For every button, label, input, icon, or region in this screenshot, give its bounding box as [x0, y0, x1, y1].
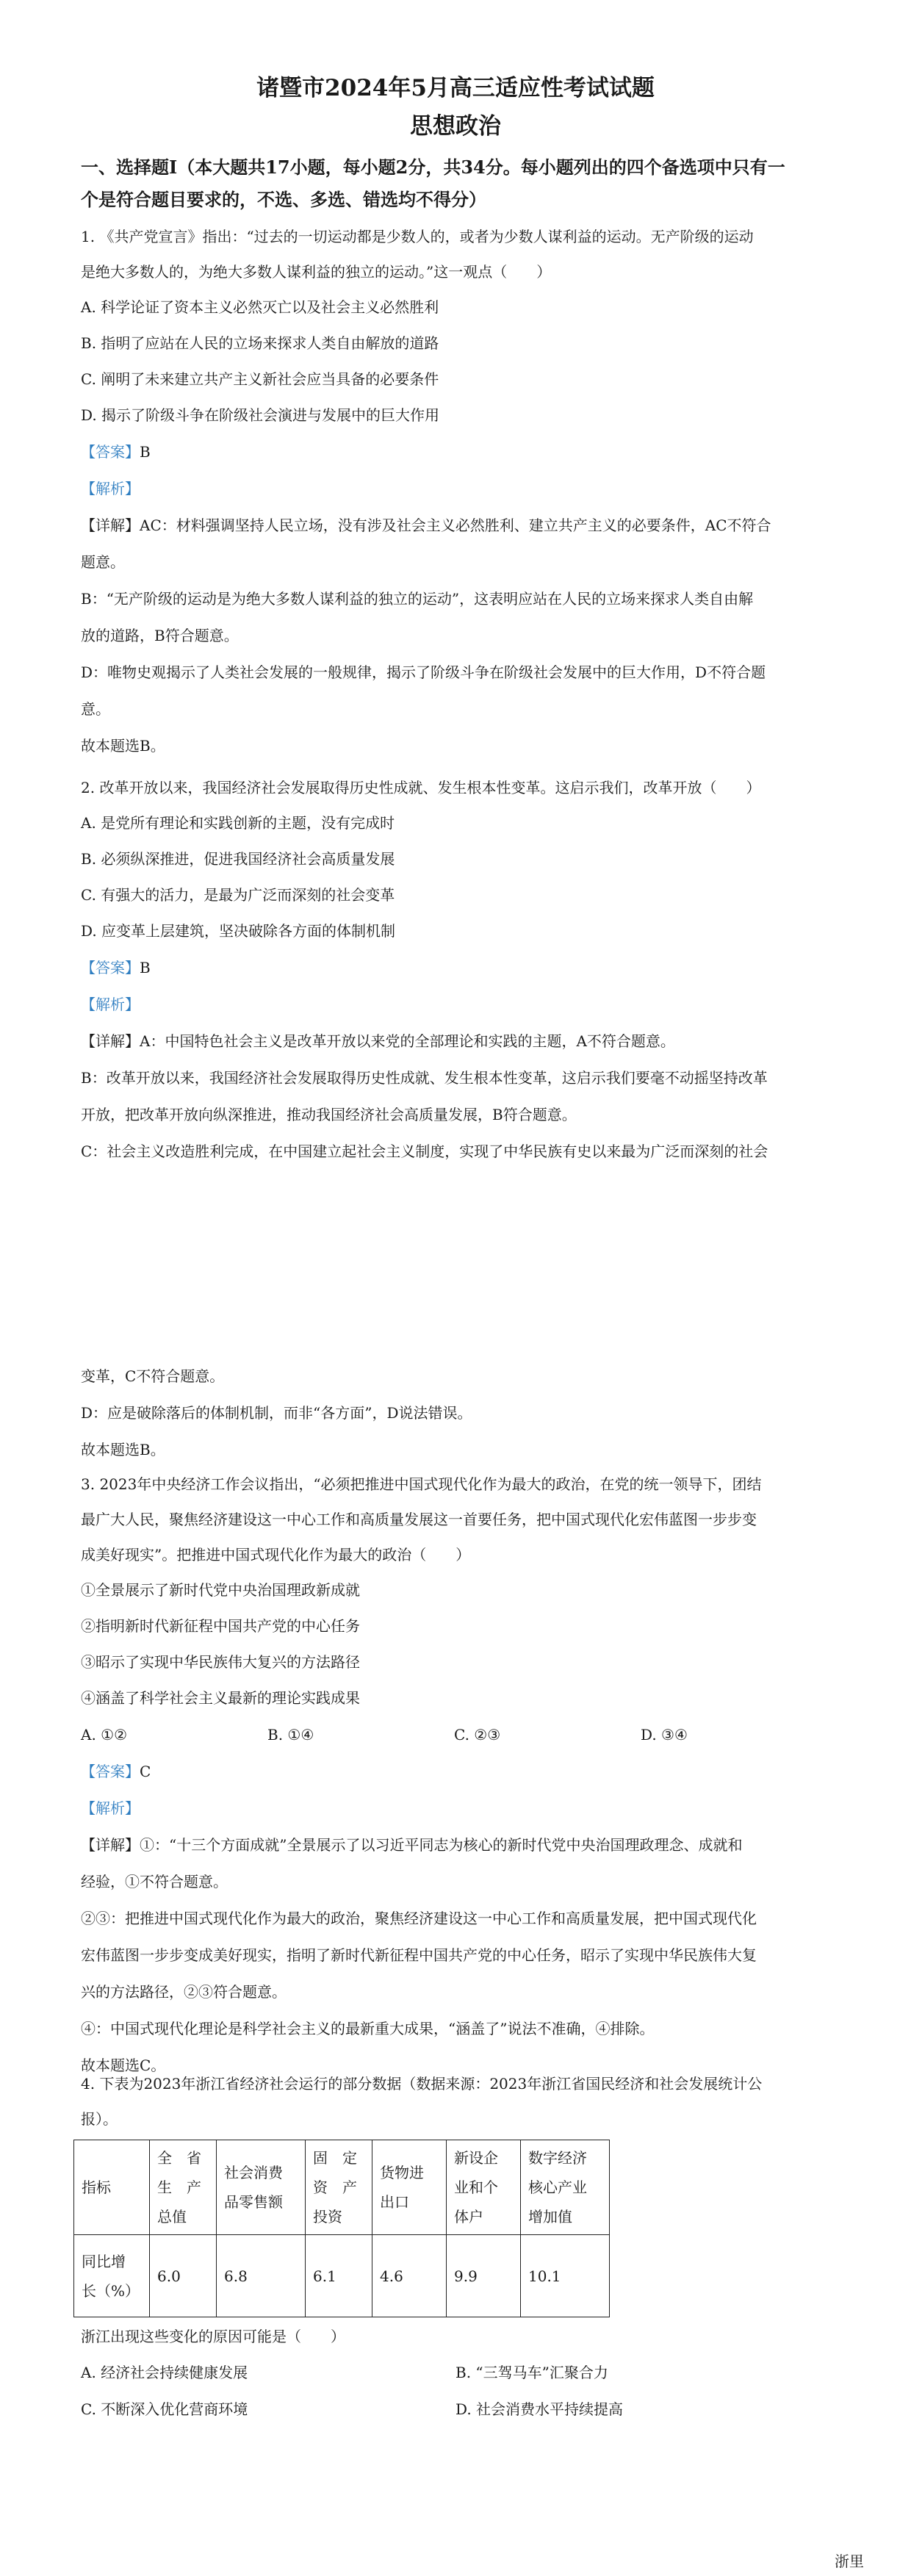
question-3: [81, 1467, 830, 2084]
question-2: [81, 770, 830, 1170]
detail-line: B：改革开放以来，我国经济社会发展取得历史性成就、发生根本性变革，这启示我们要毫不动摇坚持改革: [81, 1069, 768, 1087]
statement-item: ④涵盖了科学社会主义最新的理论实践成果: [81, 1689, 360, 1707]
table-cell: 10.1: [521, 2235, 610, 2317]
exam-header: [81, 73, 830, 141]
section-heading-line: 个是符合题目要求的，不选、多选、错选均不得分）: [81, 189, 486, 210]
option-c: C. 不断深入优化营商环境: [81, 2400, 248, 2418]
answer-tag: 【答案】: [81, 959, 140, 976]
question-stem: 成美好现实”。把推进中国式现代化作为最大的政治（ ）: [81, 1546, 471, 1564]
table-row-label: 同比增 长（%）: [74, 2235, 150, 2317]
table-cell: 6.0: [150, 2235, 217, 2317]
answer-value: B: [140, 959, 151, 976]
table-header-cell: 全 省 生 产 总值: [150, 2140, 217, 2235]
corner-watermark-text: 浙里: [835, 2552, 864, 2570]
table-row: [74, 2235, 610, 2317]
table-header-cell: 货物进 出口: [372, 2140, 447, 2235]
detail-line: 【详解】①：“十三个方面成就”全景展示了以习近平同志为核心的新时代党中央治国理政理念、成就和: [81, 1836, 743, 1854]
answer-tag: 【答案】: [81, 1763, 140, 1780]
option-c: C. 有强大的活力，是最为广泛而深刻的社会变革: [81, 886, 395, 904]
detail-line: 【详解】A：中国特色社会主义是改革开放以来党的全部理论和实践的主题，A不符合题意。: [81, 1032, 675, 1050]
answer-tag: 【答案】: [81, 443, 140, 461]
answer-value: C: [140, 1763, 151, 1780]
detail-line: 兴的方法路径，②③符合题意。: [81, 1983, 287, 2001]
detail-line: 故本题选B。: [81, 1441, 165, 1458]
option-a: A. 经济社会持续健康发展: [81, 2364, 248, 2381]
question-prompt: 浙江出现这些变化的原因可能是（ ）: [81, 2328, 345, 2345]
option-row: [81, 1716, 830, 1753]
question-4: [81, 2066, 830, 2428]
table-cell: 4.6: [372, 2235, 447, 2317]
analysis-tag: 【解析】: [81, 996, 140, 1013]
detail-line: 放的道路，B符合题意。: [81, 627, 239, 644]
answer-line: [81, 949, 830, 986]
option-b: B. “三驾马车”汇聚合力: [455, 2364, 608, 2381]
option-b: B. 必须纵深推进，促进我国经济社会高质量发展: [81, 850, 395, 868]
statement-item: ③昭示了实现中华民族伟大复兴的方法路径: [81, 1653, 360, 1671]
table-header-cell: 新设企 业和个 体户: [447, 2140, 521, 2235]
table-cell: 6.1: [306, 2235, 372, 2317]
option-a: A. 科学论证了资本主义必然灭亡以及社会主义必然胜利: [81, 298, 439, 316]
answer-line: [81, 433, 830, 470]
answer-line: [81, 1753, 830, 1790]
option-a: A. ①②: [81, 1726, 128, 1744]
question-stem: 4. 下表为2023年浙江省经济社会运行的部分数据（数据来源：2023年浙江省国民经济和社会发展统计公: [81, 2075, 763, 2093]
detail-line: 题意。: [81, 553, 125, 571]
exam-subject: 思想政治: [410, 113, 501, 140]
exam-title: 诸暨市2024年5月高三适应性考试试题: [256, 75, 655, 101]
detail-line: 意。: [81, 700, 110, 718]
question-stem: 是绝大多数人的，为绝大多数人谋利益的独立的运动。”这一观点（ ）: [81, 263, 552, 281]
option-d: D. 应变革上层建筑，坚决破除各方面的体制机制: [81, 922, 396, 940]
statement-item: ②指明新时代新征程中国共产党的中心任务: [81, 1617, 360, 1635]
table-header-cell: 数字经济 核心产业 增加值: [521, 2140, 610, 2235]
detail-line: 故本题选C。: [81, 2057, 166, 2074]
data-table: [73, 2140, 610, 2317]
table-header-cell: 固 定 资 产 投资: [306, 2140, 372, 2235]
detail-line: 【详解】AC：材料强调坚持人民立场，没有涉及社会主义必然胜利、建立共产主义的必要条件，AC不符合: [81, 517, 771, 534]
statement-item: ①全景展示了新时代党中央治国理政新成就: [81, 1581, 360, 1599]
detail-line: C：社会主义改造胜利完成，在中国建立起社会主义制度，实现了中华民族有史以来最为广泛而深刻的社会: [81, 1143, 768, 1160]
detail-line: 经验，①不符合题意。: [81, 1873, 228, 1890]
detail-line: 故本题选B。: [81, 737, 165, 755]
section-heading: [81, 151, 830, 216]
answer-value: B: [140, 443, 151, 461]
detail-line: ②③：把推进中国式现代化作为最大的政治，聚焦经济建设这一中心工作和高质量发展，把中国式现代化: [81, 1910, 757, 1927]
question-stem: 3. 2023年中央经济工作会议指出，“必须把推进中国式现代化作为最大的政治，在党的统一领导下，团结: [81, 1475, 762, 1493]
option-d: D. 社会消费水平持续提高: [455, 2400, 624, 2418]
section-heading-line: 一、选择题Ⅰ（本大题共17小题，每小题2分，共34分。每小题列出的四个备选项中只有一: [81, 156, 785, 178]
option-c: C. ②③: [454, 1726, 501, 1744]
option-row: [81, 2391, 830, 2428]
option-b: B. 指明了应站在人民的立场来探求人类自由解放的道路: [81, 334, 439, 352]
question-stem: 2. 改革开放以来，我国经济社会发展取得历史性成就、发生根本性变革。这启示我们，改革开放（ ）: [81, 779, 761, 796]
option-d: D. ③④: [641, 1726, 688, 1744]
detail-line: B：“无产阶级的运动是为绝大多数人谋利益的独立的运动”，这表明应站在人民的立场来探求人类自由解: [81, 590, 754, 608]
question-stem: 最广大人民，聚焦经济建设这一中心工作和高质量发展这一首要任务，把中国式现代化宏伟蓝图一步步变: [81, 1511, 757, 1528]
table-cell: 6.8: [217, 2235, 306, 2317]
detail-line: D：应是破除落后的体制机制，而非“各方面”，D说法错误。: [81, 1404, 472, 1422]
detail-line: 变革，C不符合题意。: [81, 1367, 225, 1385]
question-1: [81, 219, 830, 764]
table-header-row: [74, 2140, 610, 2235]
question-stem: 1. 《共产党宣言》指出：“过去的一切运动都是少数人的，或者为少数人谋利益的运动。无产阶级的运动: [81, 228, 754, 245]
option-row: [81, 2354, 830, 2391]
detail-line: ④：中国式现代化理论是科学社会主义的最新重大成果，“涵盖了”说法不准确，④排除。: [81, 2020, 655, 2037]
table-cell: 9.9: [447, 2235, 521, 2317]
analysis-tag: 【解析】: [81, 480, 140, 497]
option-c: C. 阐明了未来建立共产主义新社会应当具备的必要条件: [81, 370, 439, 388]
table-header-cell: 社会消费 品零售额: [217, 2140, 306, 2235]
question-stem: 报）。: [81, 2110, 118, 2128]
question-2-continued: [81, 1358, 830, 1468]
detail-line: D：唯物史观揭示了人类社会发展的一般规律，揭示了阶级斗争在阶级社会发展中的巨大作用，D不符合题: [81, 663, 766, 681]
option-d: D. 揭示了阶级斗争在阶级社会演进与发展中的巨大作用: [81, 406, 440, 424]
table-header-cell: 指标: [74, 2140, 150, 2235]
analysis-tag: 【解析】: [81, 1799, 140, 1817]
detail-line: 宏伟蓝图一步步变成美好现实，指明了新时代新征程中国共产党的中心任务，昭示了实现中华民族伟大复: [81, 1946, 757, 1964]
detail-line: 开放，把改革开放向纵深推进，推动我国经济社会高质量发展，B符合题意。: [81, 1106, 577, 1123]
option-a: A. 是党所有理论和实践创新的主题，没有完成时: [81, 814, 395, 832]
option-b: B. ①④: [267, 1726, 314, 1744]
